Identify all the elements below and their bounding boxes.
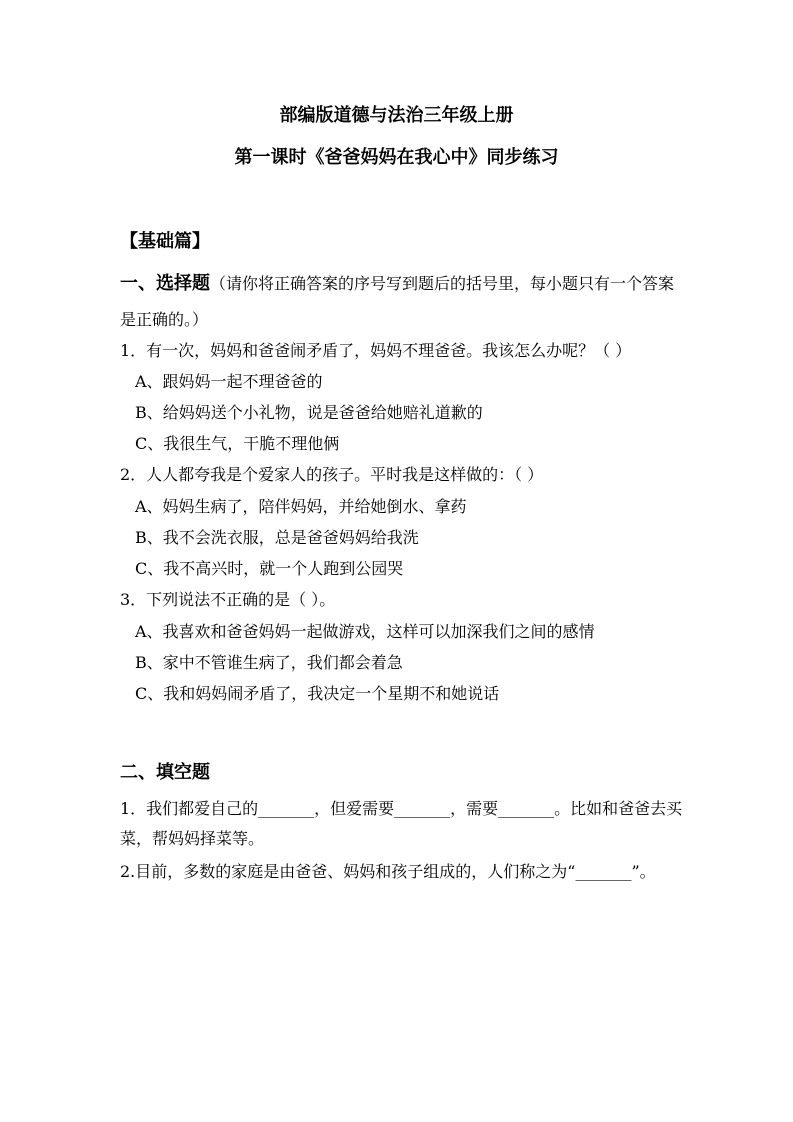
fill-question-2: 2.目前，多数的家庭是由爸爸、妈妈和孩子组成的，人们称之为“_______”。 [120, 862, 656, 881]
question-2-option-a: A、妈妈生病了，陪伴妈妈，并给她倒水、拿药 [135, 497, 467, 516]
fill-question-1-line-1: 1．我们都爱自己的_______，但爱需要_______，需要_______。比如和爸爸去买 [120, 799, 683, 818]
question-3-option-c: C、我和妈妈闹矛盾了，我决定一个星期不和她说话 [135, 684, 500, 703]
question-2: 2．人人都夸我是个爱家人的孩子。平时我是这样做的：（ ） [120, 465, 544, 484]
question-1-option-a: A、跟妈妈一起不理爸爸的 [135, 372, 323, 391]
title-line-2: 第一课时《爸爸妈妈在我心中》同步练习 [234, 147, 559, 168]
question-1-option-c: C、我很生气，干脆不理他俩 [135, 434, 340, 453]
section1-instruction: （请你将正确答案的序号写到题后的括号里，每小题只有一个答案 [210, 274, 675, 293]
section1-instruction-cont: 是正确的。） [120, 310, 209, 329]
question-2-option-b: B、我不会洗衣服，总是爸爸妈妈给我洗 [135, 528, 419, 547]
question-3-option-a: A、我喜欢和爸爸妈妈一起做游戏，这样可以加深我们之间的感情 [135, 622, 595, 641]
level-heading: 【基础篇】 [120, 231, 210, 252]
section2-heading: 二、填空题 [120, 762, 210, 783]
section1-heading-line [120, 274, 674, 294]
question-3-option-b: B、家中不管谁生病了，我们都会着急 [135, 653, 403, 672]
fill-question-1-line-2: 菜，帮妈妈择菜等。 [120, 829, 265, 848]
question-1: 1．有一次，妈妈和爸爸闹矛盾了，妈妈不理爸爸。我该怎么办呢？（ ） [120, 341, 632, 360]
question-3: 3．下列说法不正确的是（ ）。 [120, 590, 336, 609]
title-line-1: 部编版道德与法治三年级上册 [279, 105, 514, 126]
question-1-option-b: B、给妈妈送个小礼物，说是爸爸给她赔礼道歉的 [135, 403, 483, 422]
question-2-option-c: C、我不高兴时，就一个人跑到公园哭 [135, 559, 404, 578]
section1-heading: 一、选择题 [120, 273, 210, 294]
